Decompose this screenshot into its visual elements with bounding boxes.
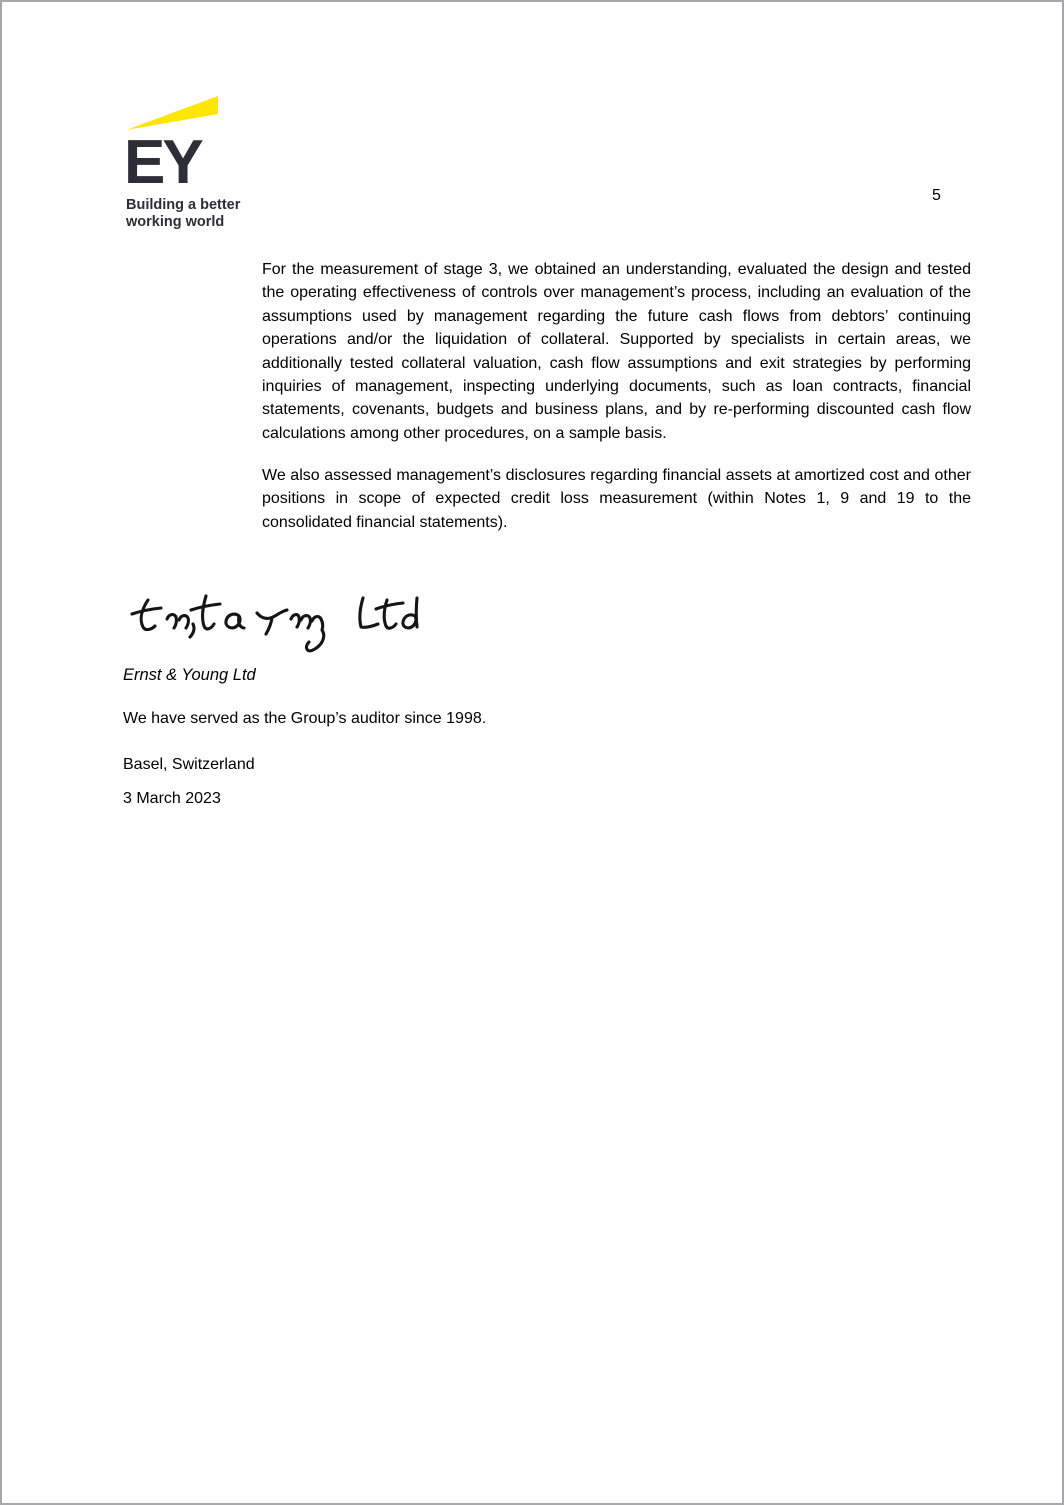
auditor-tenure-line: We have served as the Group’s auditor since 1998. (123, 710, 487, 727)
ey-beam-icon (126, 96, 218, 131)
ey-wordmark: EY (124, 128, 201, 197)
signer-name: Ernst & Young Ltd (123, 666, 256, 684)
location-line: Basel, Switzerland (123, 756, 255, 773)
ernst-young-signature (120, 584, 422, 658)
ey-tagline-line1: Building a better (126, 197, 241, 213)
ey-tagline (126, 197, 240, 231)
paragraph-disclosures-assessment: We also assessed management’s disclosures regarding financial assets at amortized cost and other positions in scope of expected credit loss measurement (within Notes 1, 9 and 19 to the consolidated financial statements). (262, 467, 971, 531)
page-number: 5 (932, 187, 941, 204)
date-line: 3 March 2023 (123, 790, 221, 807)
paragraph-stage3-procedures: For the measurement of stage 3, we obtained an understanding, evaluated the design and tested the operating effectiveness of controls over management’s process, including an evaluation of the assumptions used by management regarding the future cash flows from debtors’ continuing operations and/or the liquidation of collateral. Supported by specialists in certain areas, we additionally tested collateral valuation, cash flow assumptions and exit strategies by performing inquiries of management, inspecting underlying documents, such as loan contracts, financial statements, covenants, budgets and business plans, and by re-performing discounted cash flow calculations among other procedures, on a sample basis. (262, 261, 971, 442)
ey-tagline-line2: working world (126, 214, 225, 230)
